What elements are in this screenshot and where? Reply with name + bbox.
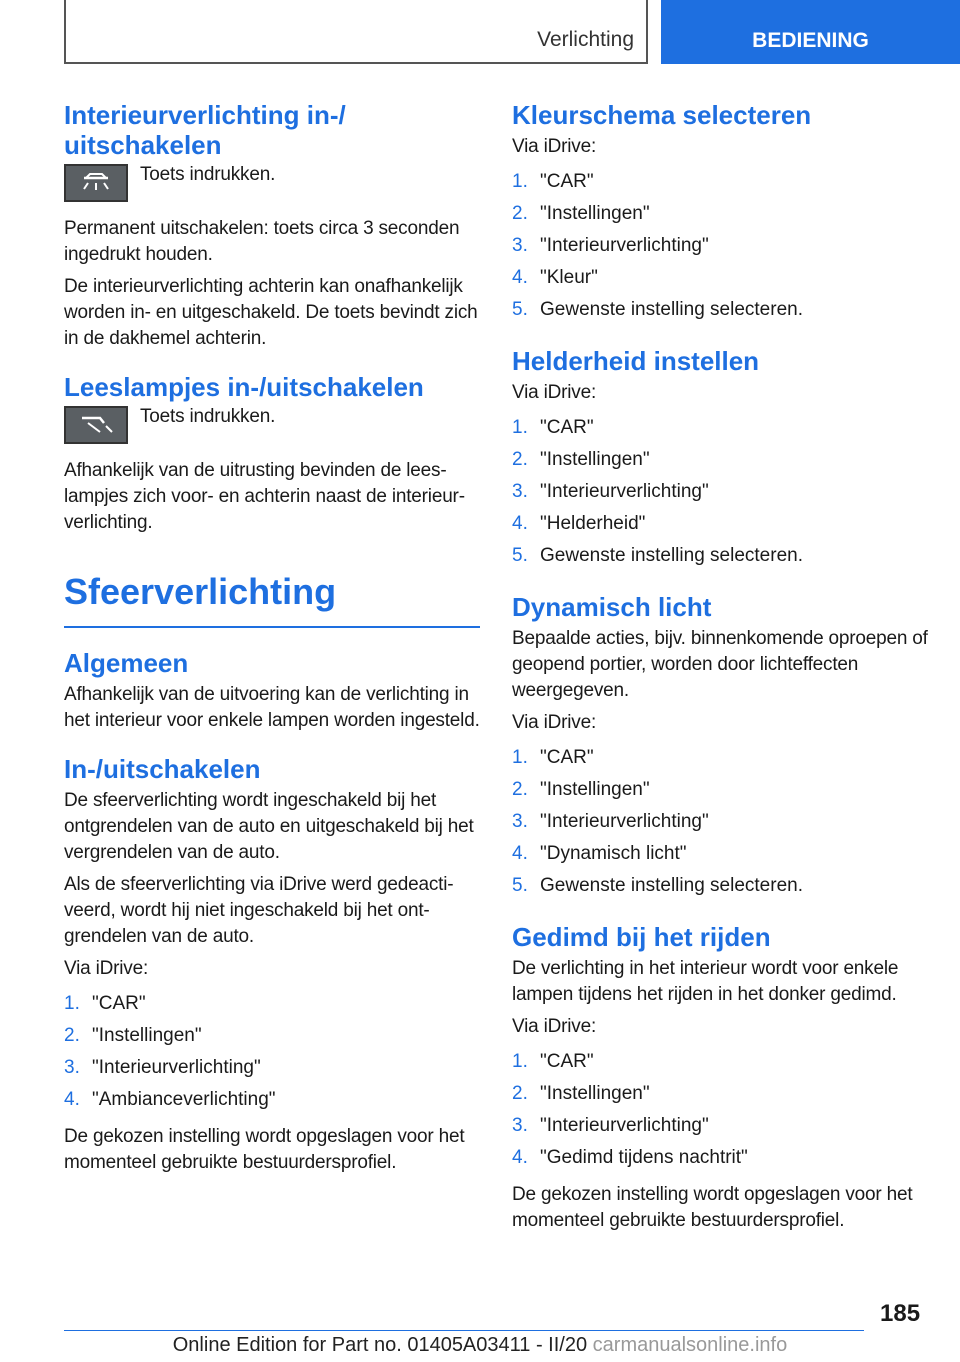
left-column [64,100,480,1196]
section-heading: Algemeen [64,648,189,678]
reading-light-button-icon [64,406,128,444]
list-item: 4. "Gedimd tijdens nachtrit" [512,1147,748,1168]
right-column [512,100,932,1254]
section-heading: Interieurverlichting in-/ uitschakelen [64,100,346,160]
paragraph: Afhankelijk van de uitvoering kan de verlichting in het interieur voor enkele lampen worden ingesteld. [64,684,480,731]
section-brightness [512,346,932,572]
list-item: 1. "CAR" [512,417,594,438]
via-idrive-label: Via iDrive: [512,136,597,157]
paragraph: Permanent uitschakelen: toets circa 3 seconden ingedrukt houden. [64,218,460,265]
page-number: 185 [880,1300,921,1327]
steps-list [64,988,480,1116]
list-item: 4. "Dynamisch licht" [512,843,687,864]
footer-edition: Online Edition for Part no. 01405A03411 - II/20 carmanualsonline.info [172,1334,788,1356]
list-item: 5. Gewenste instelling selecteren. [512,545,803,566]
section-reading-lights [64,372,480,536]
section-heading: In-/uitschakelen [64,754,261,784]
steps-list [512,1046,932,1174]
section-heading: Gedimd bij het rijden [512,922,771,952]
header-chapter-tab: BEDIENING [661,0,960,64]
section-general [64,648,480,734]
list-item: 3. "Interieurverlichting" [512,811,709,832]
section-dimmed-driving [512,922,932,1234]
steps-list [512,166,932,326]
steps-list [512,412,932,572]
footer-divider [64,1330,864,1331]
via-idrive-label: Via iDrive: [64,958,149,979]
list-item: 2. "Instellingen" [512,779,650,800]
list-item: 5. Gewenste instelling selecteren. [512,875,803,896]
list-item: 2. "Instellingen" [512,1083,650,1104]
paragraph: Afhankelijk van de uitrusting bevinden de leeslampjes zich voor- en achterin naast de interieurverlichting. [64,460,466,533]
section-heading: Dynamisch licht [512,592,712,622]
list-item: 3. "Interieurverlichting" [64,1057,261,1078]
list-item: 4. "Helderheid" [512,513,646,534]
list-item: 1. "CAR" [512,747,594,768]
section-heading: Helderheid instellen [512,346,760,376]
list-item: 2. "Instellingen" [512,203,650,224]
paragraph: De gekozen instelling wordt opgeslagen voor het momenteel gebruikte bestuurdersprofiel. [64,1126,465,1173]
icon-instruction [64,164,480,202]
section-interior-light-toggle [64,100,480,352]
paragraph: Als de sfeerverlichting via iDrive werd gedeactiveerd, wordt hij niet ingeschakeld bij het ontgrendelen van de auto. [64,874,454,947]
paragraph: De verlichting in het interieur wordt voor enkele lampen tijdens het rijden in het donker gedimd. [512,958,899,1005]
paragraph: De sfeerverlichting wordt ingeschakeld bij het ontgrendelen van de auto en uitgeschakeld bij het vergrendelen van de auto. [64,790,474,863]
list-item: 4. "Ambianceverlichting" [64,1089,276,1110]
section-dynamic-light [512,592,932,902]
icon-instruction [64,406,480,444]
list-item: 5. Gewenste instelling selecteren. [512,299,803,320]
steps-list [512,742,932,902]
list-item: 3. "Interieurverlichting" [512,235,709,256]
via-idrive-label: Via iDrive: [512,382,597,403]
watermark: carmanualsonline.info [592,1334,788,1356]
list-item: 2. "Instellingen" [512,449,650,470]
section-color-scheme [512,100,932,326]
icon-caption: Toets indrukken. [140,406,276,427]
section-ambient-toggle [64,754,480,1176]
section-heading: Kleurschema selecteren [512,100,812,130]
header-section-title: Verlichting [537,28,634,51]
paragraph: Bepaalde acties, bijv. binnenkomende oproepen of geopend portier, worden door lichteffecten weergegeven. [512,628,928,701]
paragraph: De interieurverlichting achterin kan onafhankelijk worden in- en uitgeschakeld. De toets bevindt zich in de dakhemel achterin. [64,276,478,349]
list-item: 3. "Interieurverlichting" [512,481,709,502]
section-heading: Leeslampjes in-/uitschakelen [64,372,424,402]
list-item: 2. "Instellingen" [64,1025,202,1046]
paragraph: De gekozen instelling wordt opgeslagen voor het momenteel gebruikte bestuurdersprofiel. [512,1184,913,1231]
list-item: 3. "Interieurverlichting" [512,1115,709,1136]
via-idrive-label: Via iDrive: [512,1016,597,1037]
icon-caption: Toets indrukken. [140,164,276,185]
list-item: 1. "CAR" [512,1051,594,1072]
chapter-heading-block [64,570,480,628]
list-item: 1. "CAR" [512,171,594,192]
interior-light-button-icon [64,164,128,202]
list-item: 1. "CAR" [64,993,146,1014]
via-idrive-label: Via iDrive: [512,712,597,733]
list-item: 4. "Kleur" [512,267,598,288]
chapter-title: Sfeerverlichting [64,570,480,628]
